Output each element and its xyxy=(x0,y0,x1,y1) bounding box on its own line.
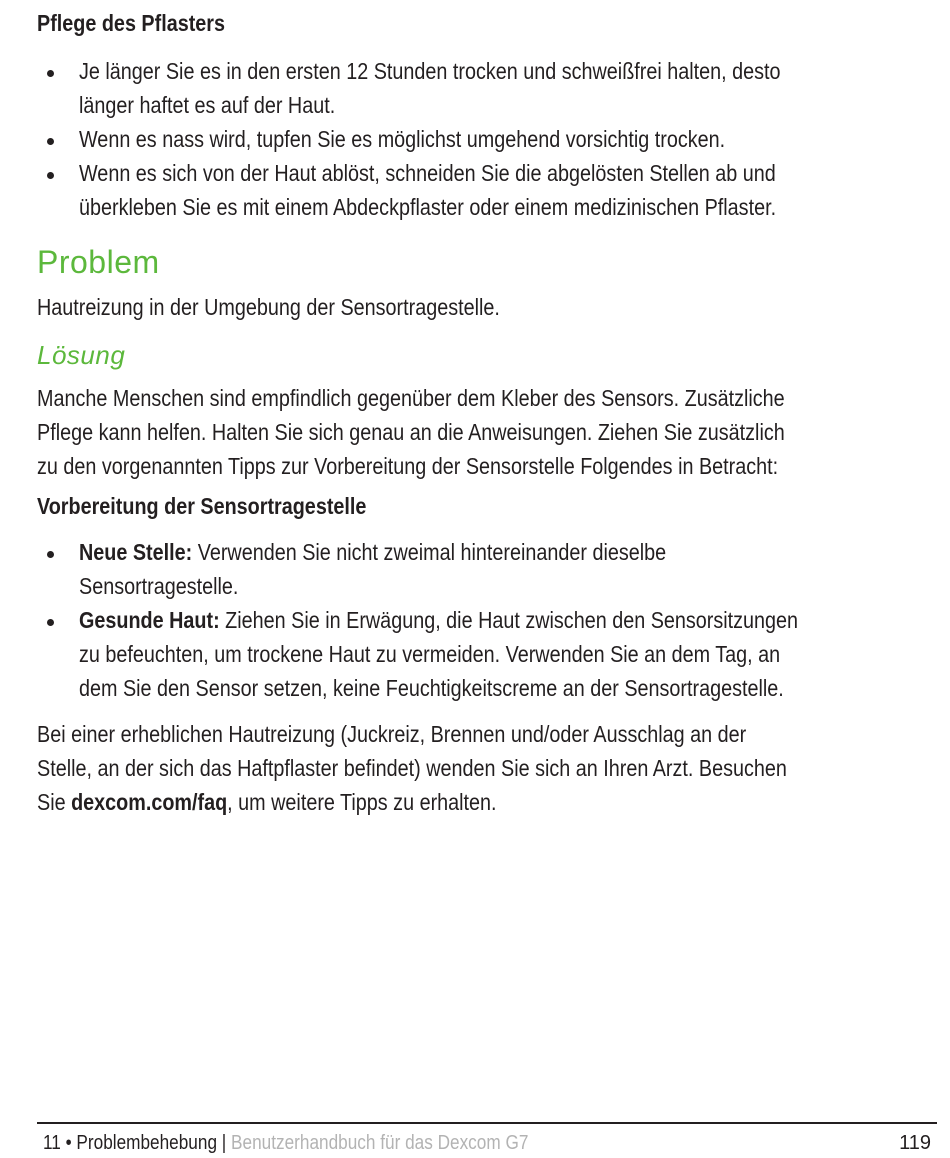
closing-text: Bei einer erheblichen Hautreizung (Juckreiz, Brennen und/oder Ausschlag an der Stelle, an der sich das Haftpflaster befindet) wenden Sie sich an Ihren Arzt. Besuchen Sie dexcom.com/faq, um weitere Tipps zu erhalten. xyxy=(37,721,787,815)
footer-manual-title: Benutzerhandbuch für das Dexcom G7 xyxy=(231,1132,529,1154)
bullet-icon xyxy=(47,551,54,558)
list-item: Je länger Sie es in den ersten 12 Stunden trocken und schweißfrei halten, desto länger haftet es auf der Haut. xyxy=(37,54,937,122)
list-item: Wenn es sich von der Haut ablöst, schneiden Sie die abgelösten Stellen ab und überkleben Sie es mit einem Abdeckpflaster oder einem medizinischen Pflaster. xyxy=(37,156,937,224)
footer-chapter: 11 • Problembehebung | Benutzerhandbuch für das Dexcom G7 xyxy=(43,1132,529,1154)
problem-heading: Problem xyxy=(37,244,160,280)
bullet-label: Gesunde Haut: xyxy=(79,607,220,633)
bullet-icon xyxy=(47,70,54,77)
solution-heading: Lösung xyxy=(37,340,126,370)
bullet-icon xyxy=(47,138,54,145)
faq-link[interactable]: dexcom.com/faq xyxy=(71,789,228,815)
bullet-label: Neue Stelle: xyxy=(79,539,193,565)
bullet-icon xyxy=(47,172,54,179)
page-number: 119 xyxy=(899,1132,931,1154)
list-item: Gesunde Haut: Ziehen Sie in Erwägung, die Haut zwischen den Sensorsitzungen zu befeuchten, um trockene Haut zu vermeiden. Verwenden Sie an dem Tag, an dem Sie den Sensor setzen, keine Feuchtigkeitscreme an der Sensortragestelle. xyxy=(37,603,937,705)
section-heading-patch-care: Pflege des Pflasters xyxy=(37,10,226,36)
problem-text: Hautreizung in der Umgebung der Sensortragestelle. xyxy=(37,294,500,320)
list-item: Wenn es nass wird, tupfen Sie es möglichst umgehend vorsichtig trocken. xyxy=(37,122,937,156)
bullet-icon xyxy=(47,619,54,626)
patch-care-list xyxy=(37,54,937,224)
site-prep-list xyxy=(37,535,937,705)
solution-text: Manche Menschen sind empfindlich gegenüber dem Kleber des Sensors. Zusätzliche Pflege kann helfen. Halten Sie sich genau an die Anweisungen. Ziehen Sie zusätzlich zu den vorgenannten Tipps zur Vorbereitung der Sensorstelle Folgendes in Betracht: xyxy=(37,385,785,479)
list-item: Neue Stelle: Verwenden Sie nicht zweimal hintereinander dieselbe Sensortragestelle. xyxy=(37,535,937,603)
page-footer xyxy=(37,1122,937,1158)
section-heading-site-prep: Vorbereitung der Sensortragestelle xyxy=(37,493,367,519)
